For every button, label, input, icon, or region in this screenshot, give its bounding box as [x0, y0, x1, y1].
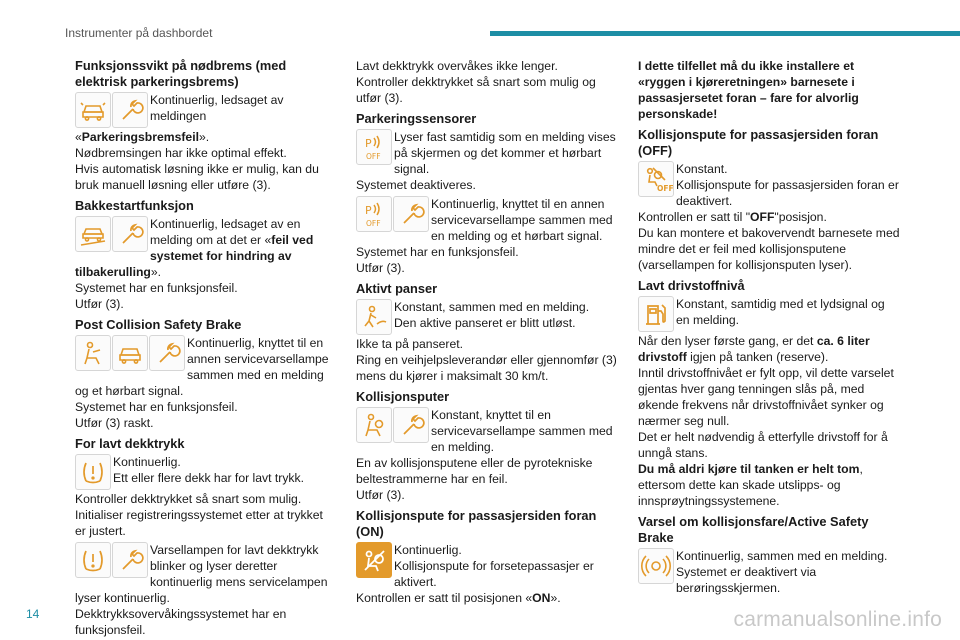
header-accent-bar	[490, 31, 960, 36]
pedestrian-bonnet-icon	[356, 299, 392, 335]
warning-entry	[356, 196, 618, 276]
svg-text:OFF: OFF	[657, 184, 674, 193]
wrench-icon	[393, 407, 429, 443]
body-text: Kontrollen er satt til "OFF"posisjon.	[638, 210, 827, 224]
body-text: Systemet har en funksjonsfeil.	[356, 245, 519, 259]
section-title: Funksjonssvikt på nødbrems (med elektrisk parkeringsbrems)	[75, 58, 287, 89]
header-title: Instrumenter på dashbordet	[65, 26, 213, 40]
body-text: Hvis automatisk løsning ikke er mulig, kan du bruk manuell løsning eller utføre (3).	[75, 162, 319, 192]
section-title: Bakkestartfunksjon	[75, 198, 194, 213]
wrench-icon	[149, 335, 185, 371]
warning-entry	[356, 299, 618, 384]
body-text: Du må aldri kjøre til tanken er helt tom, ettersom dette kan skade utslipps- og innsprøytningssystemene.	[638, 462, 863, 508]
body-text: En av kollisjonsputene eller de pyrotekniske beltestrammerne har en feil.	[356, 456, 593, 486]
svg-text:P: P	[365, 204, 372, 217]
airbag-off-icon	[638, 161, 674, 197]
entry-text: Konstant, sammen med en melding.	[394, 300, 590, 314]
svg-text:OFF: OFF	[366, 219, 381, 228]
section-title: Lavt drivstoffnivå	[638, 278, 745, 293]
body-text: Inntil drivstoffnivået er fylt opp, vil dette varselet gjentas hver gang tenningen slås på, med økende frekvens når drivstoffnivået synker og nærmer seg null.	[638, 366, 894, 428]
column-3	[638, 58, 900, 596]
body-text: Det er helt nødvendig å etterfylle drivstoff for å unngå stans.	[638, 430, 888, 460]
entry-text: Kontinuerlig.	[113, 455, 181, 469]
collision-alert-icon	[638, 548, 674, 584]
warning-entry	[75, 92, 337, 193]
svg-text:OFF: OFF	[366, 152, 381, 161]
tyre-pressure-icon	[75, 454, 111, 490]
warning-entry	[638, 296, 900, 509]
section-title: Aktivt panser	[356, 281, 438, 296]
section-title: Post Collision Safety Brake	[75, 317, 242, 332]
watermark: carmanualsonline.info	[733, 608, 942, 631]
warning-entry	[356, 542, 618, 606]
section-title: Varsel om kollisjonsfare/Active Safety Brake	[638, 514, 869, 545]
entry-text: Ett eller flere dekk har for lavt trykk.	[113, 471, 305, 485]
body-text: Lavt dekktrykk overvåkes ikke lenger.	[356, 59, 558, 73]
entry-text: Varsellampen for lavt dekktrykk blinker og lyser deretter kontinuerlig mens servicelampen lyser kontinuerlig.	[75, 543, 328, 605]
fuel-pump-icon	[638, 296, 674, 332]
seated-person-icon	[75, 335, 111, 371]
section-title: For lavt dekktrykk	[75, 436, 185, 451]
warning-entry	[75, 454, 337, 539]
section-title: Parkeringssensorer	[356, 111, 477, 126]
wrench-icon	[112, 542, 148, 578]
section-title: Kollisjonspute for passasjersiden foran (ON)	[356, 508, 597, 539]
body-text: Kontrollen er satt til posisjonen «ON».	[356, 591, 561, 605]
entry-text: Kontinuerlig, ledsaget av meldingen	[150, 93, 284, 123]
body-text: Du kan montere et bakovervendt barnesete med mindre det er feil med kollisjonsputene (varsellampen for kollisjonsputen lyser).	[638, 226, 900, 272]
park-sensor-off-icon	[356, 196, 392, 232]
entry-text: Lyser fast samtidig som en melding vises på skjermen og det kommer et hørbart signal.	[394, 130, 616, 176]
section-title: Kollisjonspute for passasjersiden foran (OFF)	[638, 127, 879, 158]
wrench-icon	[393, 196, 429, 232]
body-text: Dekktrykksovervåkingssystemet har en funksjonsfeil.	[75, 607, 287, 637]
warning-entry	[75, 542, 337, 638]
body-text: Systemet deaktiveres.	[356, 178, 476, 192]
warning-entry	[356, 407, 618, 503]
entry-text: Kollisjonspute for forsetepassasjer er aktivert.	[394, 559, 594, 589]
body-text: Systemet har en funksjonsfeil.	[75, 281, 238, 295]
body-text: Utfør (3).	[75, 297, 124, 311]
entry-text: Kollisjonspute for passasjersiden foran er deaktivert.	[676, 178, 899, 208]
car-slope-icon	[75, 216, 111, 252]
svg-text:P: P	[365, 137, 372, 150]
column-1	[75, 58, 337, 638]
page-number: 14	[26, 607, 40, 621]
warning-entry	[638, 161, 900, 273]
column-2	[356, 58, 618, 606]
warning-entry	[75, 335, 337, 431]
body-text: Nødbremsingen har ikke optimal effekt.	[75, 146, 287, 160]
warning-entry	[356, 129, 618, 193]
entry-text: Den aktive panseret er blitt utløst.	[394, 316, 576, 330]
section-title: Kollisjonsputer	[356, 389, 450, 404]
car-warning-icon	[75, 92, 111, 128]
entry-text: Konstant, knyttet til en servicevarsellampe sammen med en melding.	[431, 408, 613, 454]
body-text: Utfør (3).	[356, 488, 405, 502]
entry-text: Konstant, samtidig med et lydsignal og en melding.	[676, 297, 885, 327]
body-text: Initialiser registreringssystemet etter at trykket er justert.	[75, 508, 323, 538]
body-text: Utfør (3) raskt.	[75, 416, 154, 430]
park-sensor-off-icon	[356, 129, 392, 165]
wrench-icon	[112, 92, 148, 128]
body-text: Kontroller dekktrykket så snart som mulig.	[75, 492, 302, 506]
entry-text: «Parkeringsbremsfeil».	[75, 130, 210, 144]
car-warning-icon	[112, 335, 148, 371]
seated-person-icon	[356, 407, 392, 443]
body-text: Systemet har en funksjonsfeil.	[75, 400, 238, 414]
airbag-on-icon	[356, 542, 392, 578]
body-text: Ikke ta på panseret.	[356, 337, 464, 351]
entry-text: Kontinuerlig, ledsaget av en melding om at det er «feil ved systemet for hindring av tilbakerulling».	[75, 217, 314, 279]
warning-entry	[75, 216, 337, 312]
body-text: Utfør (3).	[356, 261, 405, 275]
warning-entry	[638, 548, 900, 596]
body-text: Når den lyser første gang, er det ca. 6 liter drivstoff igjen på tanken (reserve).	[638, 334, 870, 364]
entry-text: Kontinuerlig, knyttet til en annen servicevarsellampe sammen med en melding og et hørbart signal.	[431, 197, 613, 243]
entry-text: Kontinuerlig, sammen med en melding.	[676, 549, 888, 563]
entry-text: Konstant.	[676, 162, 728, 176]
warning-text: I dette tilfellet må du ikke installere et «ryggen i kjøreretningen» barnesete i passasjersetet foran – fare for alvorlig personskade!	[638, 59, 859, 121]
tyre-pressure-icon	[75, 542, 111, 578]
entry-text: Kontinuerlig.	[394, 543, 462, 557]
body-text: Ring en veihjelpsleverandør eller gjennomfør (3) mens du kjører i maksimalt 30 km/t.	[356, 353, 617, 383]
entry-text: Kontinuerlig, knyttet til en annen servicevarsellampe sammen med en melding og et hørbart signal.	[75, 336, 329, 398]
entry-text: Systemet er deaktivert via berøringsskjermen.	[676, 565, 817, 595]
body-text: Kontroller dekktrykket så snart som mulig og utfør (3).	[356, 75, 596, 105]
wrench-icon	[112, 216, 148, 252]
